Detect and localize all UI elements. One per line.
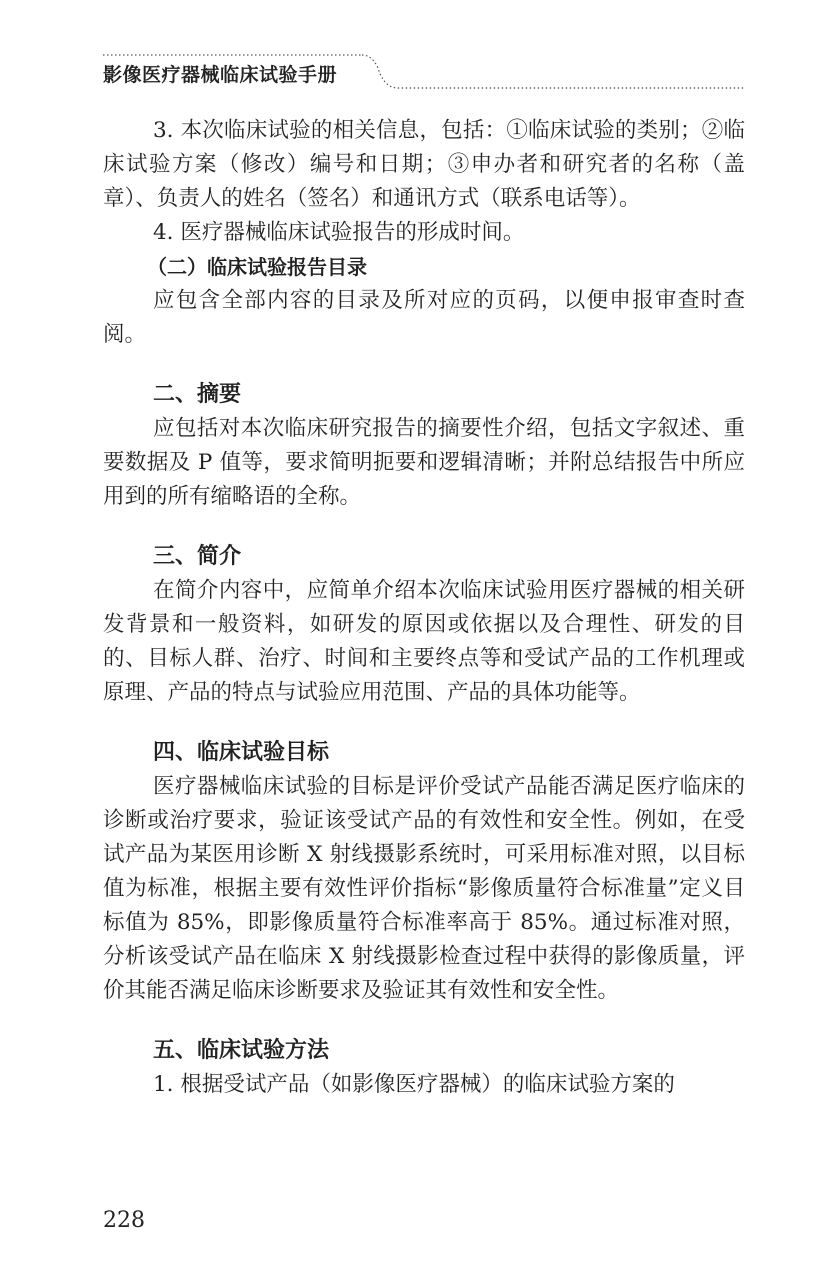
paragraph-introduction: 在简介内容中，应简单介绍本次临床试验用医疗器械的相关研发背景和一般资料，如研发的原因或依据以及合理性、研发的目的、目标人群、治疗、时间和主要终点等和受试产品的工作机理或原理、产品的特点与试验应用范围、产品的具体功能等。 [103,578,745,705]
running-header [0,48,825,98]
heading-method: 五、临床试验方法 [153,1038,330,1063]
paragraph-objective: 医疗器械临床试验的目标是评价受试产品能否满足医疗临床的诊断或治疗要求，验证该受试产品的有效性和安全性。例如，在受试产品为某医用诊断 X 射线摄影系统时，可采用标准对照，以目标值为标准，根据主要有效性评价指标“影像质量符合标准量”定义目标值为 85%，即影像质量符合标准率高于 85%。通过标准对照，分析该受试产品在临床 X 射线摄影检查过程中获得的影像质量，评价其能否满足临床诊断要求及验证其有效性和安全性。 [103,774,745,1003]
paragraph-toc: 应包含全部内容的目录及所对应的页码，以便申报审查时查阅。 [103,288,745,347]
page-number: 228 [103,1208,145,1233]
paragraph-abstract: 应包括对本次临床研究报告的摘要性介绍，包括文字叙述、重要数据及 P 值等，要求简明扼要和逻辑清晰；并附总结报告中所应用到的所有缩略语的全称。 [103,416,745,509]
paragraph-item-3: 3. 本次临床试验的相关信息，包括：①临床试验的类别；②临床试验方案（修改）编号和日期；③申办者和研究者的名称（盖章）、负责人的姓名（签名）和通讯方式（联系电话等）。 [103,118,745,211]
header-title: 影像医疗器械临床试验手册 [103,64,338,86]
paragraph-item-4: 4. 医疗器械临床试验报告的形成时间。 [153,220,525,245]
paragraph-method-item-1: 1. 根据受试产品（如影像医疗器械）的临床试验方案的 [153,1072,675,1097]
heading-abstract: 二、摘要 [153,382,242,407]
subheading-report-toc: （二）临床试验报告目录 [147,255,367,279]
heading-objective: 四、临床试验目标 [153,740,330,765]
page-body [103,114,745,1102]
heading-introduction: 三、简介 [153,544,242,569]
